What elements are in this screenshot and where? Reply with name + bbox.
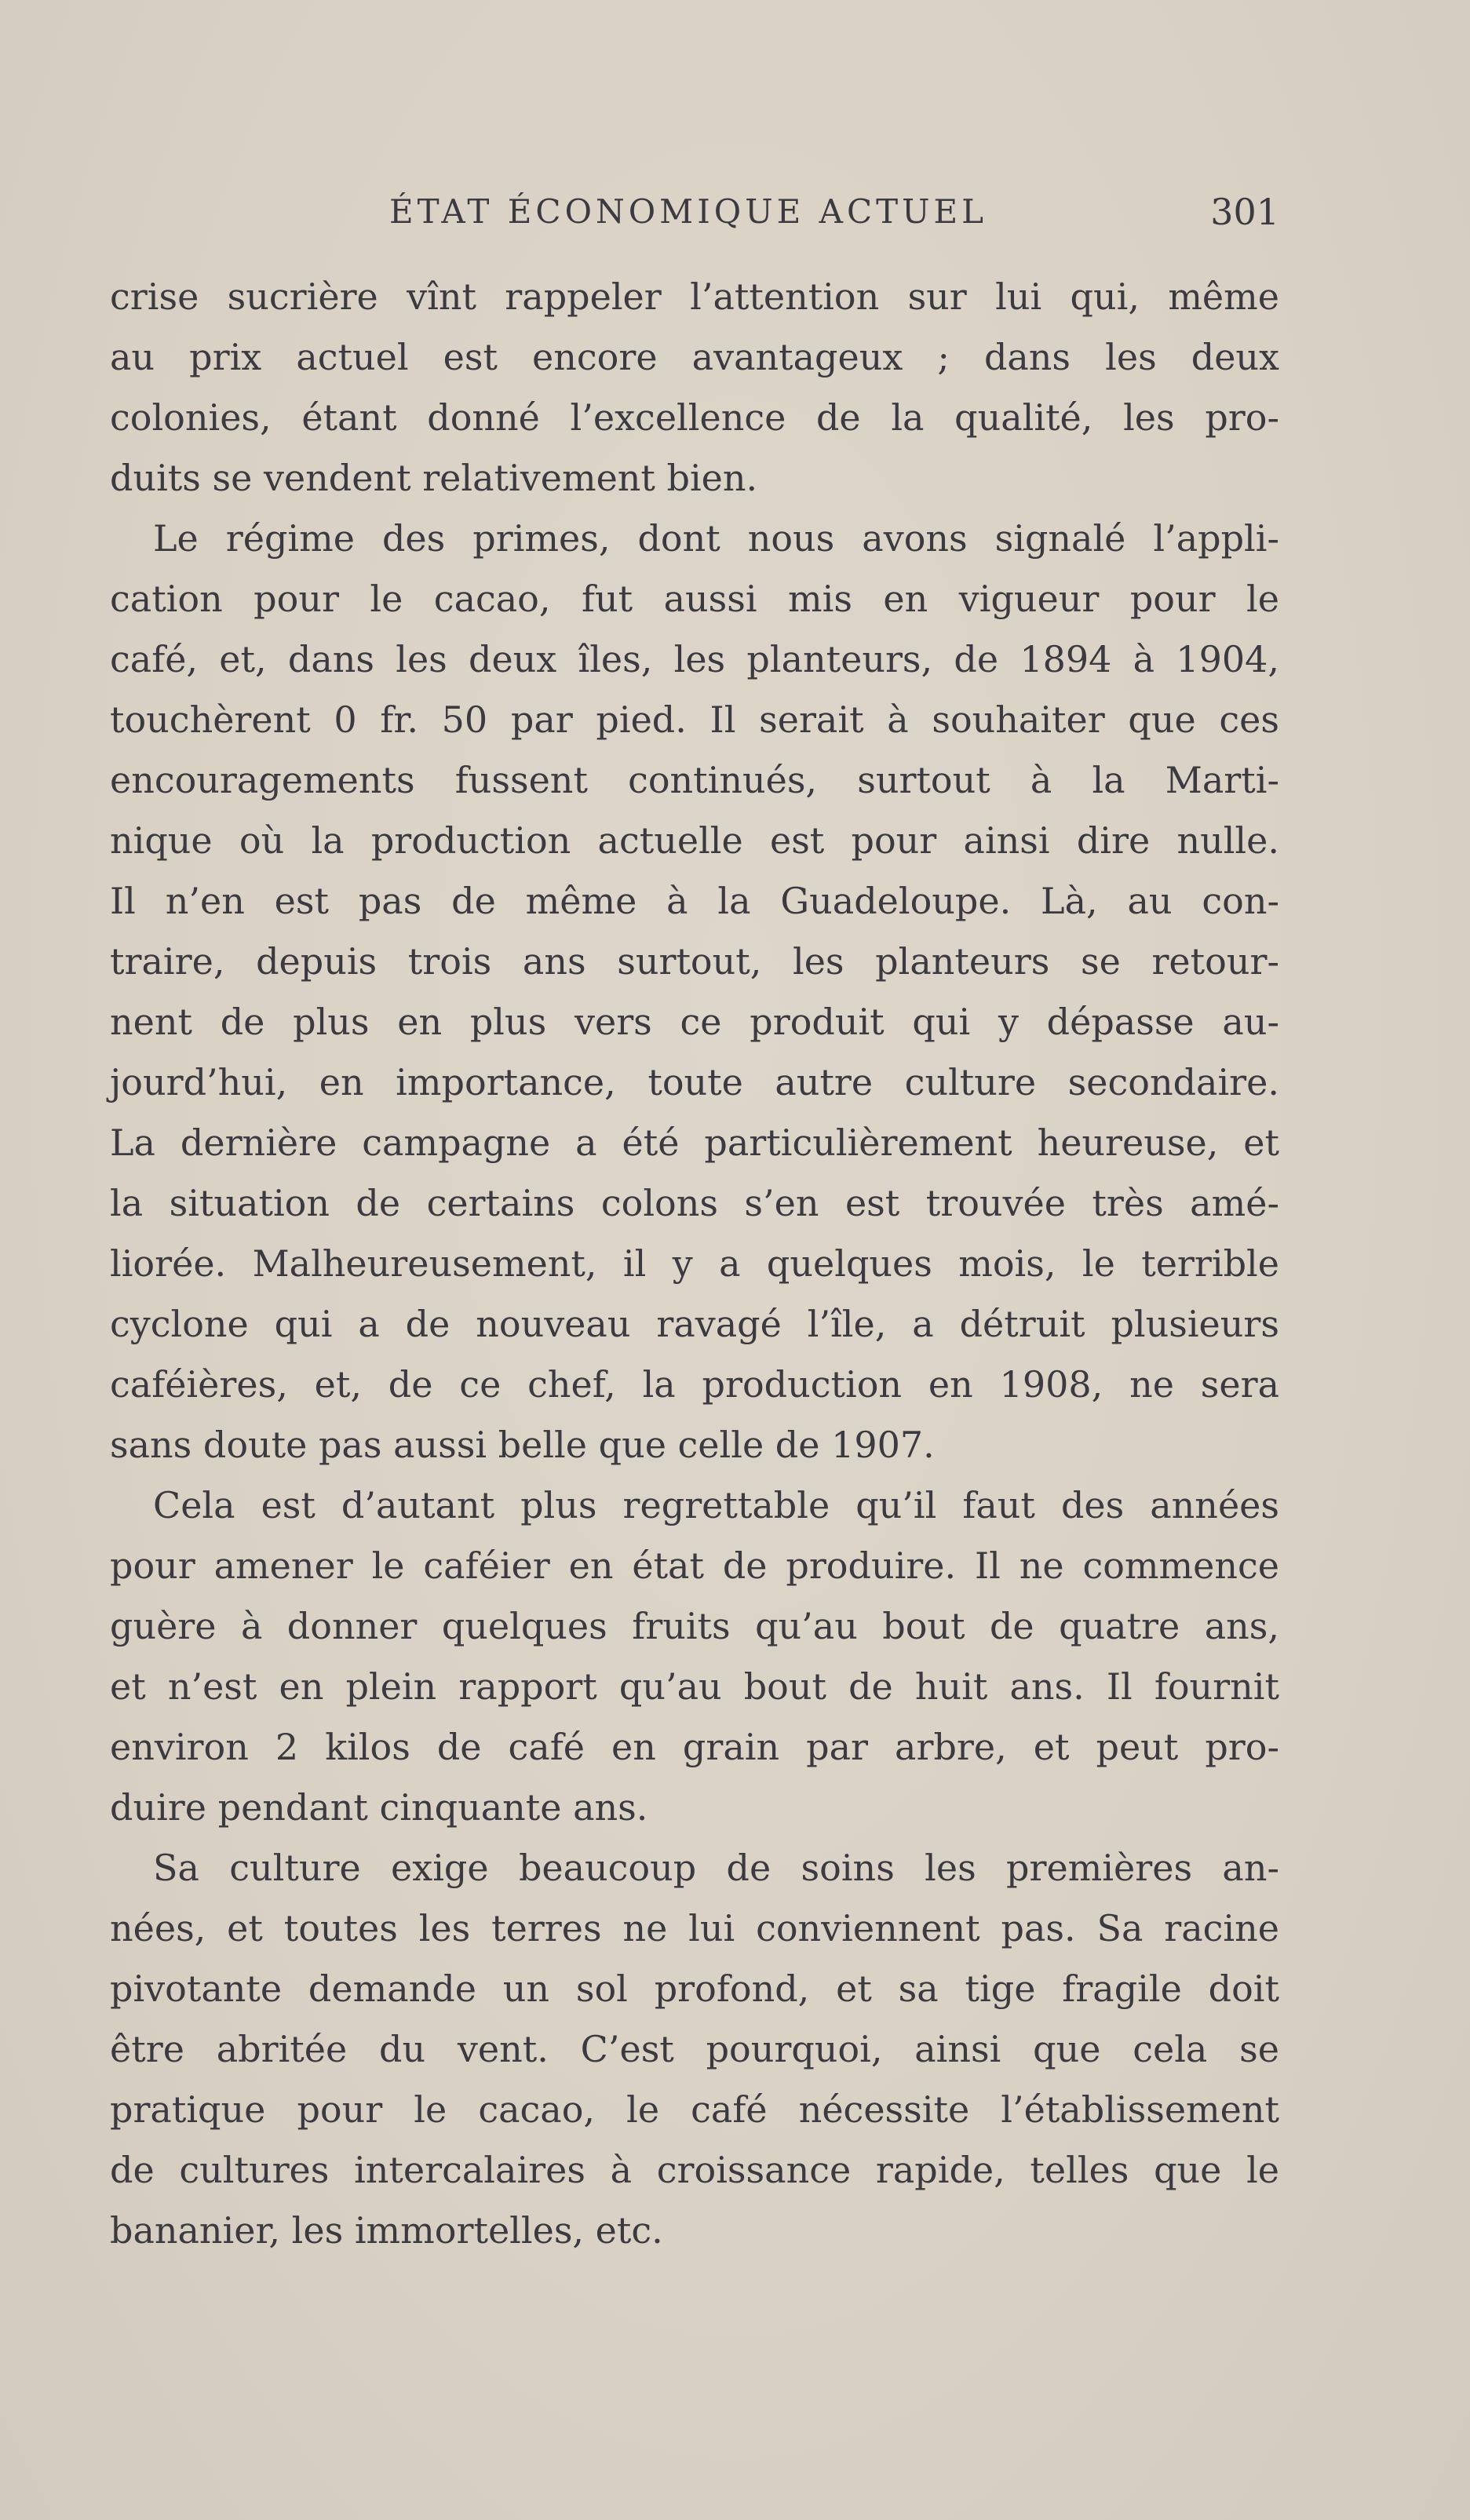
- text-line: bananier, les immortelles, etc.: [110, 2209, 663, 2252]
- text-line: cyclone qui a de nouveau ravagé l’île, a détruit plusieurs: [110, 1303, 1279, 1345]
- body-text: [110, 267, 1279, 2261]
- text-line: nent de plus en plus vers ce produit qui y dépasse au-: [110, 1001, 1279, 1043]
- text-line: Sa culture exige beaucoup de soins les premières an-: [153, 1847, 1279, 1889]
- text-line: La dernière campagne a été particulièrement heureuse, et: [110, 1121, 1279, 1164]
- text-line: Cela est d’autant plus regrettable qu’il faut des années: [153, 1484, 1279, 1526]
- text-line: la situation de certains colons s’en est trouvée très amé-: [110, 1182, 1279, 1224]
- text-line: Il n’en est pas de même à la Guadeloupe. Là, au con-: [110, 880, 1279, 922]
- text-line: sans doute pas aussi belle que celle de 1907.: [110, 1424, 935, 1466]
- text-line: pour amener le caféier en état de produire. Il ne commence: [110, 1544, 1279, 1587]
- text-line: duits se vendent relativement bien.: [110, 457, 758, 499]
- page-number: 301: [1210, 191, 1279, 233]
- text-line: pratique pour le cacao, le café nécessite l’établissement: [110, 2088, 1279, 2131]
- text-line: Le régime des primes, dont nous avons signalé l’appli-: [153, 517, 1279, 560]
- text-line: nées, et toutes les terres ne lui conviennent pas. Sa racine: [110, 1907, 1279, 1949]
- text-line: et n’est en plein rapport qu’au bout de huit ans. Il fournit: [110, 1665, 1279, 1708]
- text-line: traire, depuis trois ans surtout, les planteurs se retour-: [110, 940, 1279, 983]
- text-line: être abritée du vent. C’est pourquoi, ainsi que cela se: [110, 2028, 1279, 2070]
- text-line: au prix actuel est encore avantageux ; dans les deux: [110, 336, 1279, 378]
- text-line: nique où la production actuelle est pour ainsi dire nulle.: [110, 819, 1279, 862]
- text-line: liorée. Malheureusement, il y a quelques mois, le terrible: [110, 1242, 1279, 1285]
- text-line: de cultures intercalaires à croissance rapide, telles que le: [110, 2149, 1279, 2191]
- text-line: colonies, étant donné l’excellence de la qualité, les pro-: [110, 396, 1279, 439]
- page-header: [110, 188, 1279, 235]
- running-head: ÉTAT ÉCONOMIQUE ACTUEL: [389, 192, 988, 231]
- text-line: encouragements fussent continués, surtout à la Marti-: [110, 759, 1279, 801]
- text-line: caféières, et, de ce chef, la production en 1908, ne sera: [110, 1363, 1279, 1406]
- text-line: guère à donner quelques fruits qu’au bout de quatre ans,: [110, 1605, 1279, 1647]
- text-line: pivotante demande un sol profond, et sa tige fragile doit: [110, 1967, 1279, 2010]
- text-line: cation pour le cacao, fut aussi mis en vigueur pour le: [110, 578, 1279, 620]
- text-line: environ 2 kilos de café en grain par arbre, et peut pro-: [110, 1726, 1279, 1768]
- text-line: crise sucrière vînt rappeler l’attention sur lui qui, même: [110, 275, 1279, 318]
- text-line: café, et, dans les deux îles, les planteurs, de 1894 à 1904,: [110, 638, 1279, 680]
- text-line: duire pendant cinquante ans.: [110, 1786, 648, 1829]
- text-line: jourd’hui, en importance, toute autre culture secondaire.: [110, 1061, 1279, 1103]
- text-line: touchèrent 0 fr. 50 par pied. Il serait à souhaiter que ces: [110, 698, 1279, 741]
